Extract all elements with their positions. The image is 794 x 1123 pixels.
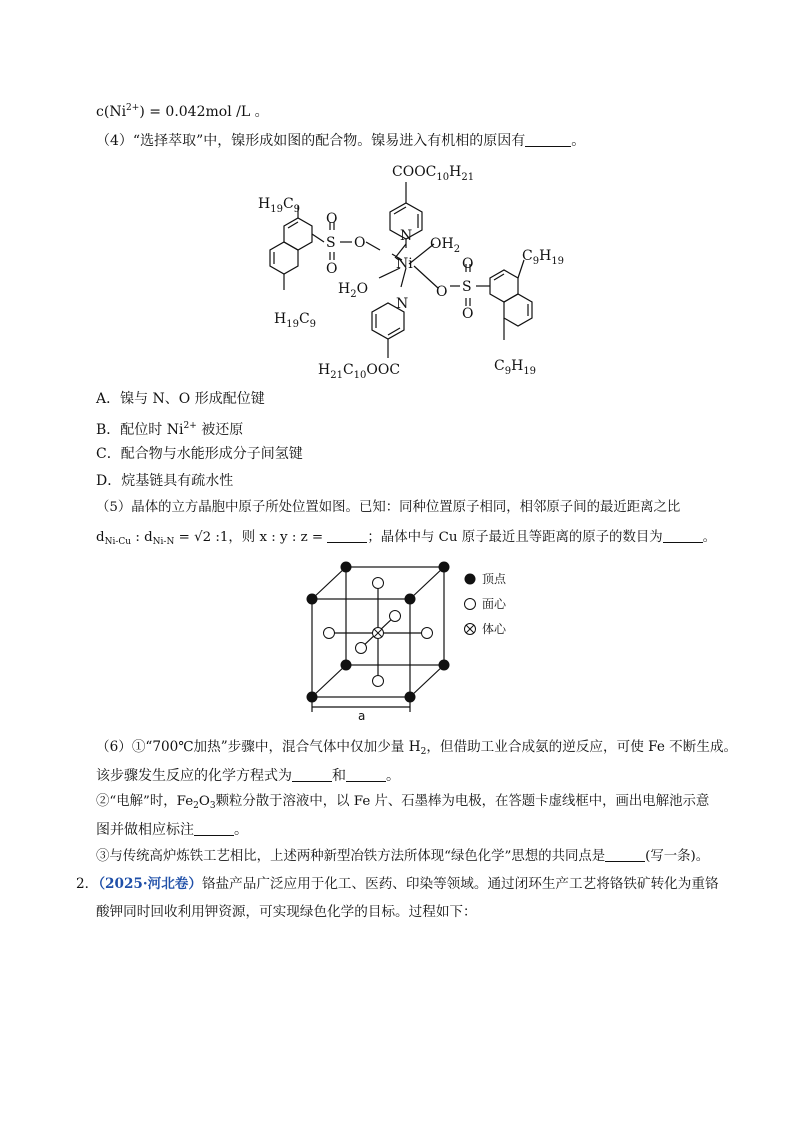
edge-length-label: a	[358, 709, 366, 722]
question-6-line-3: ②“电解”时，$Fe_2O_3$颗粒分散于溶液中，以 Fe 片、石墨棒为电极，在答题卡虚线框中，画出电解池示意	[96, 794, 710, 811]
left-oxo-bottom: O	[326, 261, 338, 277]
equation-blank-1[interactable]	[292, 767, 332, 782]
left-bridge-oxygen: O	[354, 235, 366, 251]
question-2-line-2: 酸钾同时回收利用钾资源，可实现绿色化学的目标。过程如下：	[96, 904, 477, 920]
diagram-blank[interactable]	[194, 821, 234, 836]
question-5-text: （5）晶体的立方晶胞中原子所处位置如图。已知：同种位置原子相同，相邻原子间的最近距离之比	[96, 500, 681, 515]
count-answer-blank[interactable]	[663, 528, 703, 543]
green-chem-blank[interactable]	[605, 847, 645, 862]
aqua-bottom-label: $H_2O$	[338, 281, 369, 300]
unit-cell-diagram	[300, 557, 540, 722]
right-oxo-bottom: O	[462, 306, 474, 322]
bottom-left-alkyl-label: $H_{19}C_9$	[274, 311, 317, 330]
legend-face-center-marker	[465, 599, 476, 610]
question-source: （2025·河北卷）	[98, 876, 202, 892]
bottom-ester-label: $H_{21}C_{10}OOC$	[318, 362, 401, 380]
aqua-top-label: $OH_2$	[430, 236, 461, 255]
left-sulfur-label: S	[326, 235, 336, 251]
top-ester-label: $COOC_{10}H_{21}$	[392, 164, 475, 183]
legend-face-center-label: 面心	[482, 597, 507, 611]
bottom-right-alkyl-label: $C_9H_{19}$	[494, 358, 537, 377]
answer-blank[interactable]	[525, 132, 571, 147]
ratio-answer-blank[interactable]	[327, 528, 367, 543]
left-oxo-top: O	[326, 211, 338, 227]
question-6-line-2: 该步骤发生反应的化学方程式为 和 。	[96, 768, 400, 784]
nickel-center-label: Ni	[396, 256, 413, 272]
question-2-line-1: 2．（2025·河北卷）铬盐产品广泛应用于化工、医药、印染等领域。通过闭环生产工艺将铬铁矿转化为重铬	[76, 876, 719, 892]
top-right-alkyl-label: $C_9H_{19}$	[522, 248, 565, 267]
top-left-alkyl-label: $H_{19}C_9$	[258, 196, 301, 215]
bottom-nitrogen-label: N	[396, 296, 409, 312]
nickel-complex-structure	[254, 160, 574, 380]
question-6-line-1: （6）①“700℃加热”步骤中，混合气体中仅加少量 $H_2$，但借助工业合成氨的逆反应，可使 Fe 不断生成。	[96, 739, 738, 757]
question-6-line-5: ③与传统高炉炼铁工艺相比，上述两种新型冶铁方法所体现“绿色化学”思想的共同点是 (写一条)。	[96, 849, 710, 864]
legend-vertex-marker	[465, 574, 476, 585]
legend-vertex-label: 顶点	[482, 572, 507, 586]
option-b: B．配位时 $Ni^{2+}$ 被还原	[96, 421, 244, 438]
equation-blank-2[interactable]	[346, 767, 386, 782]
right-bridge-oxygen: O	[436, 284, 448, 300]
question-5-ratio-line: $d_{Ni-Cu}$ : $d_{Ni-N} = √2$ :1，则 x : y : z = ；晶体中与 Cu 原子最近且等距离的原子的数目为 。	[96, 530, 717, 547]
option-c: C．配合物与水能形成分子间氢键	[96, 446, 303, 462]
top-nitrogen-label: N	[400, 228, 413, 244]
right-sulfur-label: S	[462, 279, 472, 295]
concentration-line: $c(Ni^{2+}) = 0.042mol$ /L 。	[96, 103, 269, 120]
option-d: D．烷基链具有疏水性	[96, 473, 234, 489]
question-6-line-4: 图并做相应标注 。	[96, 822, 248, 838]
legend-body-center-marker	[465, 624, 476, 635]
right-oxo-top: O	[462, 256, 474, 272]
legend-body-center-label: 体心	[482, 622, 507, 636]
question-4-text: （4）“选择萃取”中，镍形成如图的配合物。镍易进入有机相的原因有 。	[96, 133, 586, 149]
option-a: A．镍与 N、O 形成配位键	[96, 391, 265, 407]
